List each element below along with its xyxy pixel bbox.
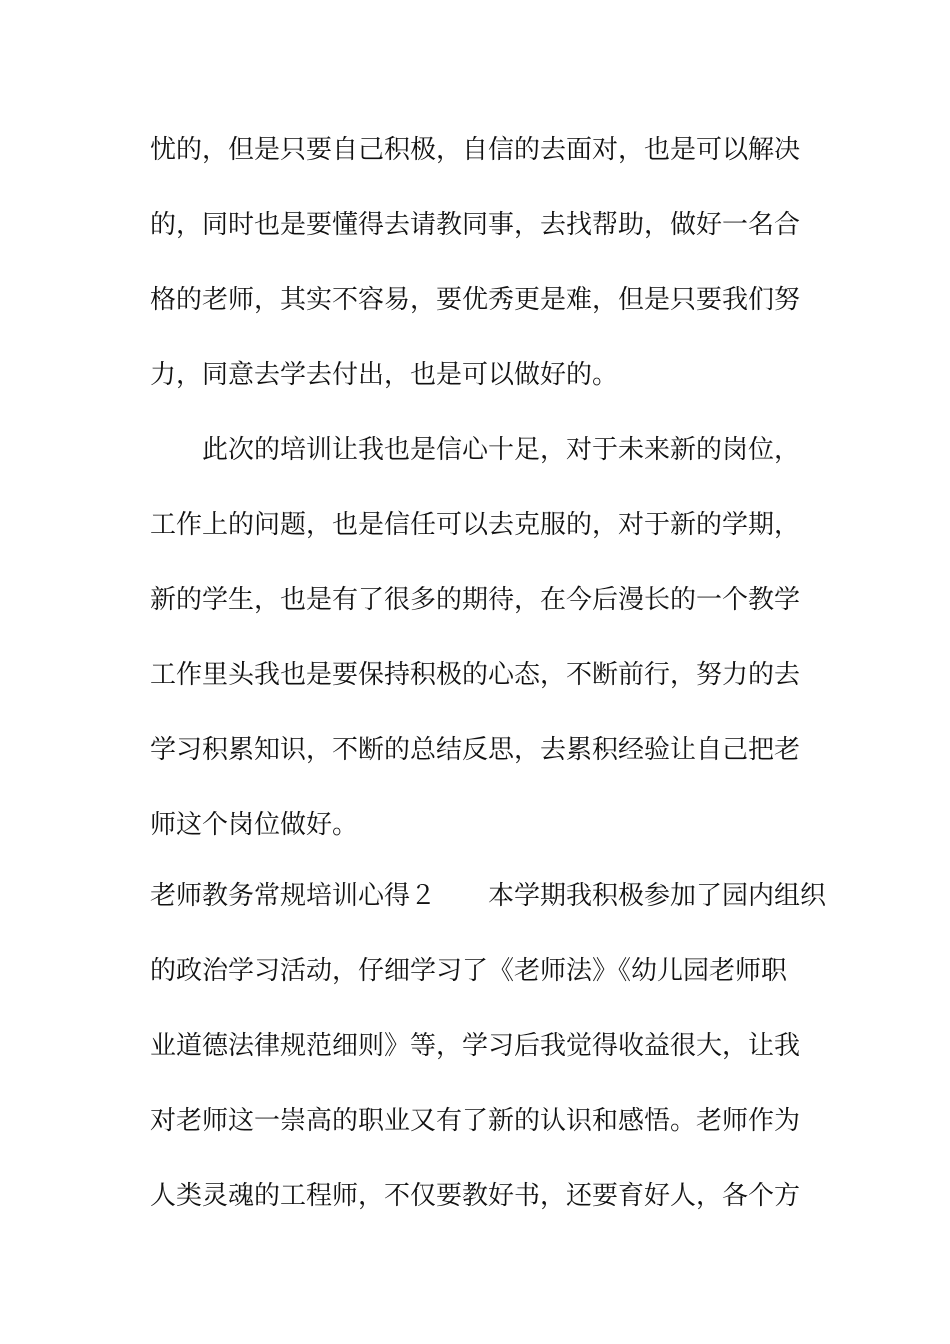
text-line: 力，同意去学去付出，也是可以做好的。	[150, 360, 619, 390]
text-line: 格的老师，其实不容易，要优秀更是难，但是只要我们努	[150, 285, 801, 315]
text-line: 工作里头我也是要保持积极的心态，不断前行，努力的去	[150, 660, 801, 690]
text-line: 此次的培训让我也是信心十足，对于未来新的岗位，	[150, 435, 801, 465]
text-line: 业道德法律规范细则》等，学习后我觉得收益很大，让我	[150, 1031, 801, 1061]
text-line: 学习积累知识，不断的总结反思，去累积经验让自己把老	[150, 735, 801, 765]
text-line: 师这个岗位做好。	[150, 810, 359, 840]
text-line: 忧的，但是只要自己积极，自信的去面对，也是可以解决	[150, 135, 801, 165]
text-line: 对老师这一崇高的职业又有了新的认识和感悟。老师作为	[150, 1106, 801, 1136]
text-line: 的，同时也是要懂得去请教同事，去找帮助，做好一名合	[150, 210, 801, 240]
text-line: 新的学生，也是有了很多的期待，在今后漫长的一个教学	[150, 585, 801, 615]
text-line: 的政治学习活动，仔细学习了《老师法》《幼儿园老师职	[150, 956, 788, 986]
section-heading-line: 老师教务常规培训心得２ 本学期我积极参加了园内组织	[150, 881, 827, 911]
text-line: 人类灵魂的工程师，不仅要教好书，还要育好人，各个方	[150, 1181, 801, 1211]
text-line: 工作上的问题，也是信任可以去克服的，对于新的学期，	[150, 510, 801, 540]
